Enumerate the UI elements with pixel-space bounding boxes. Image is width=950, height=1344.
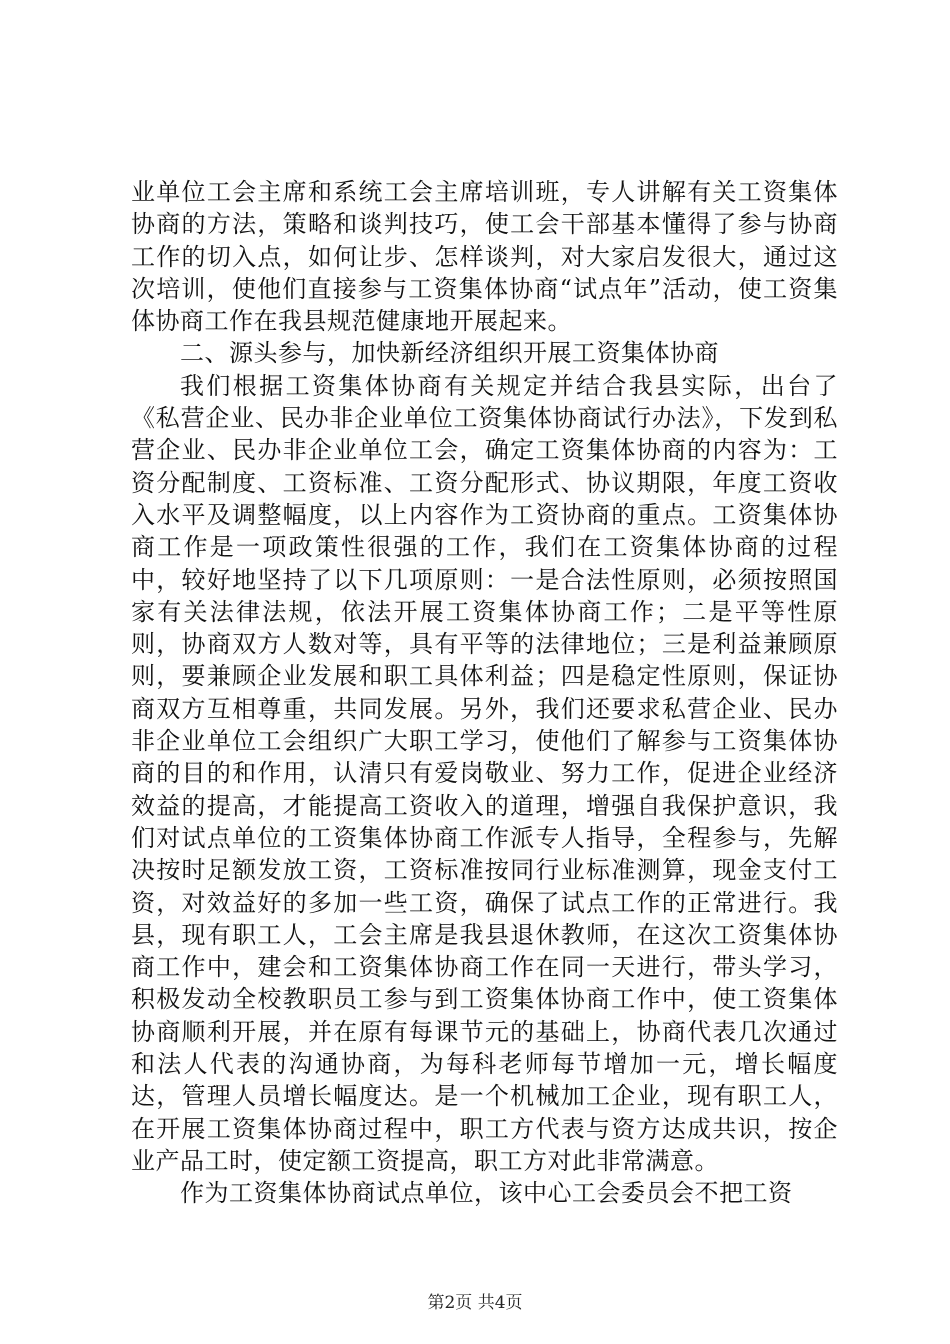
page-number-footer: 第2页 共4页 <box>427 1293 523 1313</box>
paragraph-3: 作为工资集体协商试点单位，该中心工会委员会不把工资 <box>180 1179 793 1208</box>
paragraph-2: 我们根据工资集体协商有关规定并结合我县实际，出台了《私营企业、民办非企业单位工资集体协商试行办法》，下发到私营企业、民办非企业单位工会，确定工资集体协商的内容为：工资分配制度、工资标准、工资分配形式、协议期限，年度工资收入水平及调整幅度，以上内容作为工资协商的重点。工资集体协商工作是一项政策性很强的工作，我们在工资集体协商的过程中，较好地坚持了以下几项原则：一是合法性原则，必须按照国家有关法律法规，依法开展工资集体协商工作；二是平等性原则，协商双方人数对等，具有平等的法律地位；三是利益兼顾原则，要兼顾企业发展和职工具体利益；四是稳定性原则，保证协商双方互相尊重，共同发展。另外，我们还要求私营企业、民办非企业单位工会组织广大职工学习，使他们了解参与工资集体协商的目的和作用，认清只有爱岗敬业、努力工作，促进企业经济效益的提高，才能提高工资收入的道理，增强自我保护意识，我们对试点单位的工资集体协商工作派专人指导，全程参与，先解决按时足额发放工资，工资标准按同行业标准测算，现金支付工资，对效益好的多加一些工资，确保了试点工作的正常进行。我县，现有职工人，工会主席是我县退休教师，在这次工资集体协商工作中，建会和工资集体协商工作在同一天进行，带头学习，积极发动全校教职员工参与到工资集体协商工作中，使工资集体协商顺利开展，并在原有每课节元的基础上，协商代表几次通过和法人代表的沟通协商，为每科老师每节增加一元，增长幅度达，管理人员增长幅度达。是一个机械加工企业，现有职工人，在开展工资集体协商过程中，职工方代表与资方达成共识，按企业产品工时，使定额工资提高，职工方对此非常满意。 <box>131 371 838 1175</box>
paragraph-1: 业单位工会主席和系统工会主席培训班，专人讲解有关工资集体协商的方法，策略和谈判技巧，使工会干部基本懂得了参与协商工作的切入点，如何让步、怎样谈判，对大家启发很大，通过这次培训，使他们直接参与工资集体协商“试点年”活动，使工资集体协商工作在我县规范健康地开展起来。 <box>131 178 838 336</box>
document-body <box>131 176 838 1210</box>
section-heading: 二、源头参与，加快新经济组织开展工资集体协商 <box>180 339 719 368</box>
